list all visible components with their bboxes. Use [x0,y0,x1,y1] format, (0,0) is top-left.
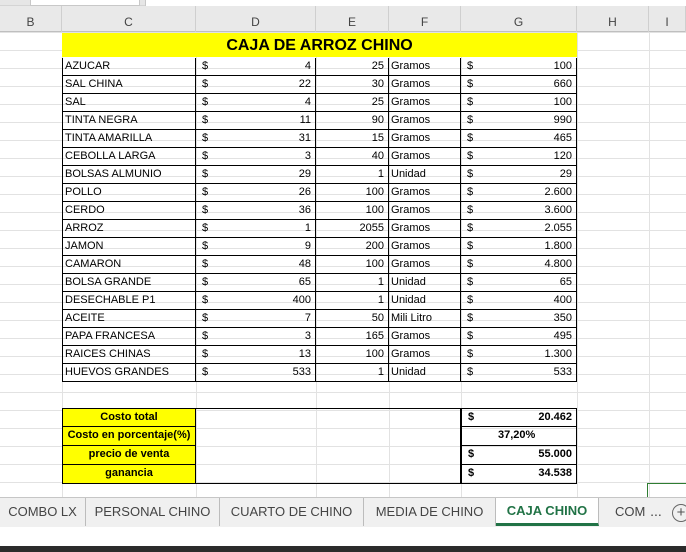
item-name-cell[interactable]: SAL [62,94,196,112]
quantity-cell[interactable]: 200 [316,238,389,256]
quantity-cell[interactable]: 15 [316,130,389,148]
unit-price-cell[interactable]: 7 [215,310,316,328]
total-cell[interactable]: 2.600 [480,184,577,202]
item-name-cell[interactable]: TINTA NEGRA [62,112,196,130]
unit-price-cell[interactable]: 4 [215,94,316,112]
unit-price-cell[interactable]: 4 [215,58,316,76]
unit-price-cell[interactable]: 48 [215,256,316,274]
total-currency-cell[interactable]: $ [461,184,480,202]
unit-cell[interactable]: Gramos [389,58,461,76]
column-header-c[interactable]: C [62,6,196,32]
unit-cell[interactable]: Gramos [389,130,461,148]
unit-cell[interactable]: Mili Litro [389,310,461,328]
column-header-d[interactable]: D [196,6,316,32]
summary-value[interactable]: 37,20% [480,427,577,446]
tab-com[interactable]: COM [615,504,646,519]
total-cell[interactable]: 400 [480,292,577,310]
unit-price-cell[interactable]: 9 [215,238,316,256]
total-currency-cell[interactable]: $ [461,310,480,328]
unit-price-cell[interactable]: 400 [215,292,316,310]
price-currency-cell[interactable]: $ [196,274,215,292]
total-currency-cell[interactable]: $ [461,292,480,310]
price-currency-cell[interactable]: $ [196,148,215,166]
unit-cell[interactable]: Gramos [389,184,461,202]
unit-cell[interactable]: Gramos [389,112,461,130]
add-sheet-icon[interactable]: + [672,504,686,522]
unit-price-cell[interactable]: 3 [215,328,316,346]
column-header-e[interactable]: E [316,6,389,32]
price-currency-cell[interactable]: $ [196,184,215,202]
sheet-title[interactable]: CAJA DE ARROZ CHINO [62,33,577,57]
column-header-g[interactable]: G [461,6,577,32]
total-currency-cell[interactable]: $ [461,364,480,382]
summary-currency[interactable]: $ [461,408,480,427]
quantity-cell[interactable]: 90 [316,112,389,130]
quantity-cell[interactable]: 2055 [316,220,389,238]
quantity-cell[interactable]: 40 [316,148,389,166]
summary-empty-block[interactable] [196,408,461,484]
price-currency-cell[interactable]: $ [196,76,215,94]
unit-cell[interactable]: Unidad [389,166,461,184]
price-currency-cell[interactable]: $ [196,238,215,256]
total-cell[interactable]: 120 [480,148,577,166]
total-cell[interactable]: 1.800 [480,238,577,256]
item-name-cell[interactable]: CERDO [62,202,196,220]
unit-cell[interactable]: Gramos [389,148,461,166]
total-cell[interactable]: 2.055 [480,220,577,238]
status-bar [0,527,686,552]
tab-caja-chino[interactable]: CAJA CHINO [496,498,599,526]
summary-currency[interactable]: $ [461,465,480,484]
summary-value[interactable]: 34.538 [480,465,577,484]
unit-cell[interactable]: Gramos [389,346,461,364]
item-name-cell[interactable]: PAPA FRANCESA [62,328,196,346]
column-header-f[interactable]: F [389,6,461,32]
total-cell[interactable]: 3.600 [480,202,577,220]
price-currency-cell[interactable]: $ [196,202,215,220]
price-currency-cell[interactable]: $ [196,130,215,148]
unit-price-cell[interactable]: 31 [215,130,316,148]
unit-price-cell[interactable]: 11 [215,112,316,130]
summary-value[interactable]: 55.000 [480,446,577,465]
item-name-cell[interactable]: POLLO [62,184,196,202]
price-currency-cell[interactable]: $ [196,166,215,184]
column-header-h[interactable]: H [577,6,649,32]
quantity-cell[interactable]: 165 [316,328,389,346]
summary-value[interactable]: 20.462 [480,408,577,427]
taskbar-edge [0,546,686,552]
tab-media-de-chino[interactable]: MEDIA DE CHINO [364,498,496,526]
quantity-cell[interactable]: 100 [316,184,389,202]
unit-cell[interactable]: Gramos [389,94,461,112]
unit-cell[interactable]: Gramos [389,238,461,256]
quantity-cell[interactable]: 1 [316,364,389,382]
quantity-cell[interactable]: 25 [316,94,389,112]
column-header-i[interactable]: I [649,6,686,32]
total-currency-cell[interactable]: $ [461,112,480,130]
summary-label[interactable]: precio de venta [62,446,196,465]
item-name-cell[interactable]: RAICES CHINAS [62,346,196,364]
item-name-cell[interactable]: BOLSAS ALMUNIO [62,166,196,184]
price-currency-cell[interactable]: $ [196,256,215,274]
item-name-cell[interactable]: ARROZ [62,220,196,238]
item-name-cell[interactable]: TINTA AMARILLA [62,130,196,148]
more-tabs-button[interactable]: ... [650,503,662,519]
unit-cell[interactable]: Unidad [389,274,461,292]
summary-currency[interactable] [461,427,480,446]
selected-cell [647,483,686,497]
unit-cell[interactable]: Gramos [389,202,461,220]
summary-currency[interactable]: $ [461,446,480,465]
unit-cell[interactable]: Unidad [389,364,461,382]
quantity-cell[interactable]: 50 [316,310,389,328]
total-currency-cell[interactable]: $ [461,94,480,112]
tab-cuarto-de-chino[interactable]: CUARTO DE CHINO [220,498,364,526]
unit-price-cell[interactable]: 1 [215,220,316,238]
total-currency-cell[interactable]: $ [461,76,480,94]
item-name-cell[interactable]: ACEITE [62,310,196,328]
unit-price-cell[interactable]: 65 [215,274,316,292]
summary-label[interactable]: Costo total [62,408,196,427]
total-currency-cell[interactable]: $ [461,328,480,346]
unit-price-cell[interactable]: 26 [215,184,316,202]
quantity-cell[interactable]: 25 [316,58,389,76]
total-cell[interactable]: 100 [480,58,577,76]
item-name-cell[interactable]: BOLSA GRANDE [62,274,196,292]
unit-price-cell[interactable]: 29 [215,166,316,184]
total-currency-cell[interactable]: $ [461,220,480,238]
unit-cell[interactable]: Unidad [389,292,461,310]
total-cell[interactable]: 990 [480,112,577,130]
price-currency-cell[interactable]: $ [196,364,215,382]
price-currency-cell[interactable]: $ [196,292,215,310]
tab-combo-lx[interactable]: COMBO LX [0,498,86,526]
quantity-cell[interactable]: 100 [316,256,389,274]
total-cell[interactable]: 533 [480,364,577,382]
item-name-cell[interactable]: CEBOLLA LARGA [62,148,196,166]
item-name-cell[interactable]: JAMON [62,238,196,256]
price-currency-cell[interactable]: $ [196,58,215,76]
total-currency-cell[interactable]: $ [461,238,480,256]
price-currency-cell[interactable]: $ [196,310,215,328]
unit-price-cell[interactable]: 533 [215,364,316,382]
quantity-cell[interactable]: 100 [316,202,389,220]
total-cell[interactable]: 1.300 [480,346,577,364]
unit-price-cell[interactable]: 22 [215,76,316,94]
quantity-cell[interactable]: 30 [316,76,389,94]
item-name-cell[interactable]: DESECHABLE P1 [62,292,196,310]
total-cell[interactable]: 350 [480,310,577,328]
sheet-grid[interactable] [0,32,686,497]
column-header-b[interactable]: B [0,6,62,32]
total-currency-cell[interactable]: $ [461,202,480,220]
quantity-cell[interactable]: 1 [316,166,389,184]
total-currency-cell[interactable]: $ [461,58,480,76]
price-currency-cell[interactable]: $ [196,112,215,130]
item-name-cell[interactable]: CAMARON [62,256,196,274]
unit-price-cell[interactable]: 36 [215,202,316,220]
total-currency-cell[interactable]: $ [461,256,480,274]
unit-price-cell[interactable]: 3 [215,148,316,166]
total-currency-cell[interactable]: $ [461,166,480,184]
price-currency-cell[interactable]: $ [196,328,215,346]
quantity-cell[interactable]: 100 [316,346,389,364]
sheet-tab-bar [0,497,686,527]
total-cell[interactable]: 100 [480,94,577,112]
unit-cell[interactable]: Gramos [389,76,461,94]
total-cell[interactable]: 29 [480,166,577,184]
price-currency-cell[interactable]: $ [196,346,215,364]
unit-cell[interactable]: Gramos [389,256,461,274]
summary-label[interactable]: ganancia [62,465,196,484]
total-currency-cell[interactable]: $ [461,274,480,292]
unit-price-cell[interactable]: 13 [215,346,316,364]
price-currency-cell[interactable]: $ [196,220,215,238]
item-name-cell[interactable]: SAL CHINA [62,76,196,94]
item-name-cell[interactable]: HUEVOS GRANDES [62,364,196,382]
total-cell[interactable]: 495 [480,328,577,346]
summary-label[interactable]: Costo en porcentaje(%) [62,427,196,446]
price-currency-cell[interactable]: $ [196,94,215,112]
tab-personal-chino[interactable]: PERSONAL CHINO [86,498,220,526]
total-cell[interactable]: 660 [480,76,577,94]
total-cell[interactable]: 465 [480,130,577,148]
total-currency-cell[interactable]: $ [461,130,480,148]
item-name-cell[interactable]: AZUCAR [62,58,196,76]
total-cell[interactable]: 65 [480,274,577,292]
column-headers [0,6,686,32]
quantity-cell[interactable]: 1 [316,292,389,310]
unit-cell[interactable]: Gramos [389,220,461,238]
unit-cell[interactable]: Gramos [389,328,461,346]
total-currency-cell[interactable]: $ [461,148,480,166]
total-currency-cell[interactable]: $ [461,346,480,364]
total-cell[interactable]: 4.800 [480,256,577,274]
quantity-cell[interactable]: 1 [316,274,389,292]
